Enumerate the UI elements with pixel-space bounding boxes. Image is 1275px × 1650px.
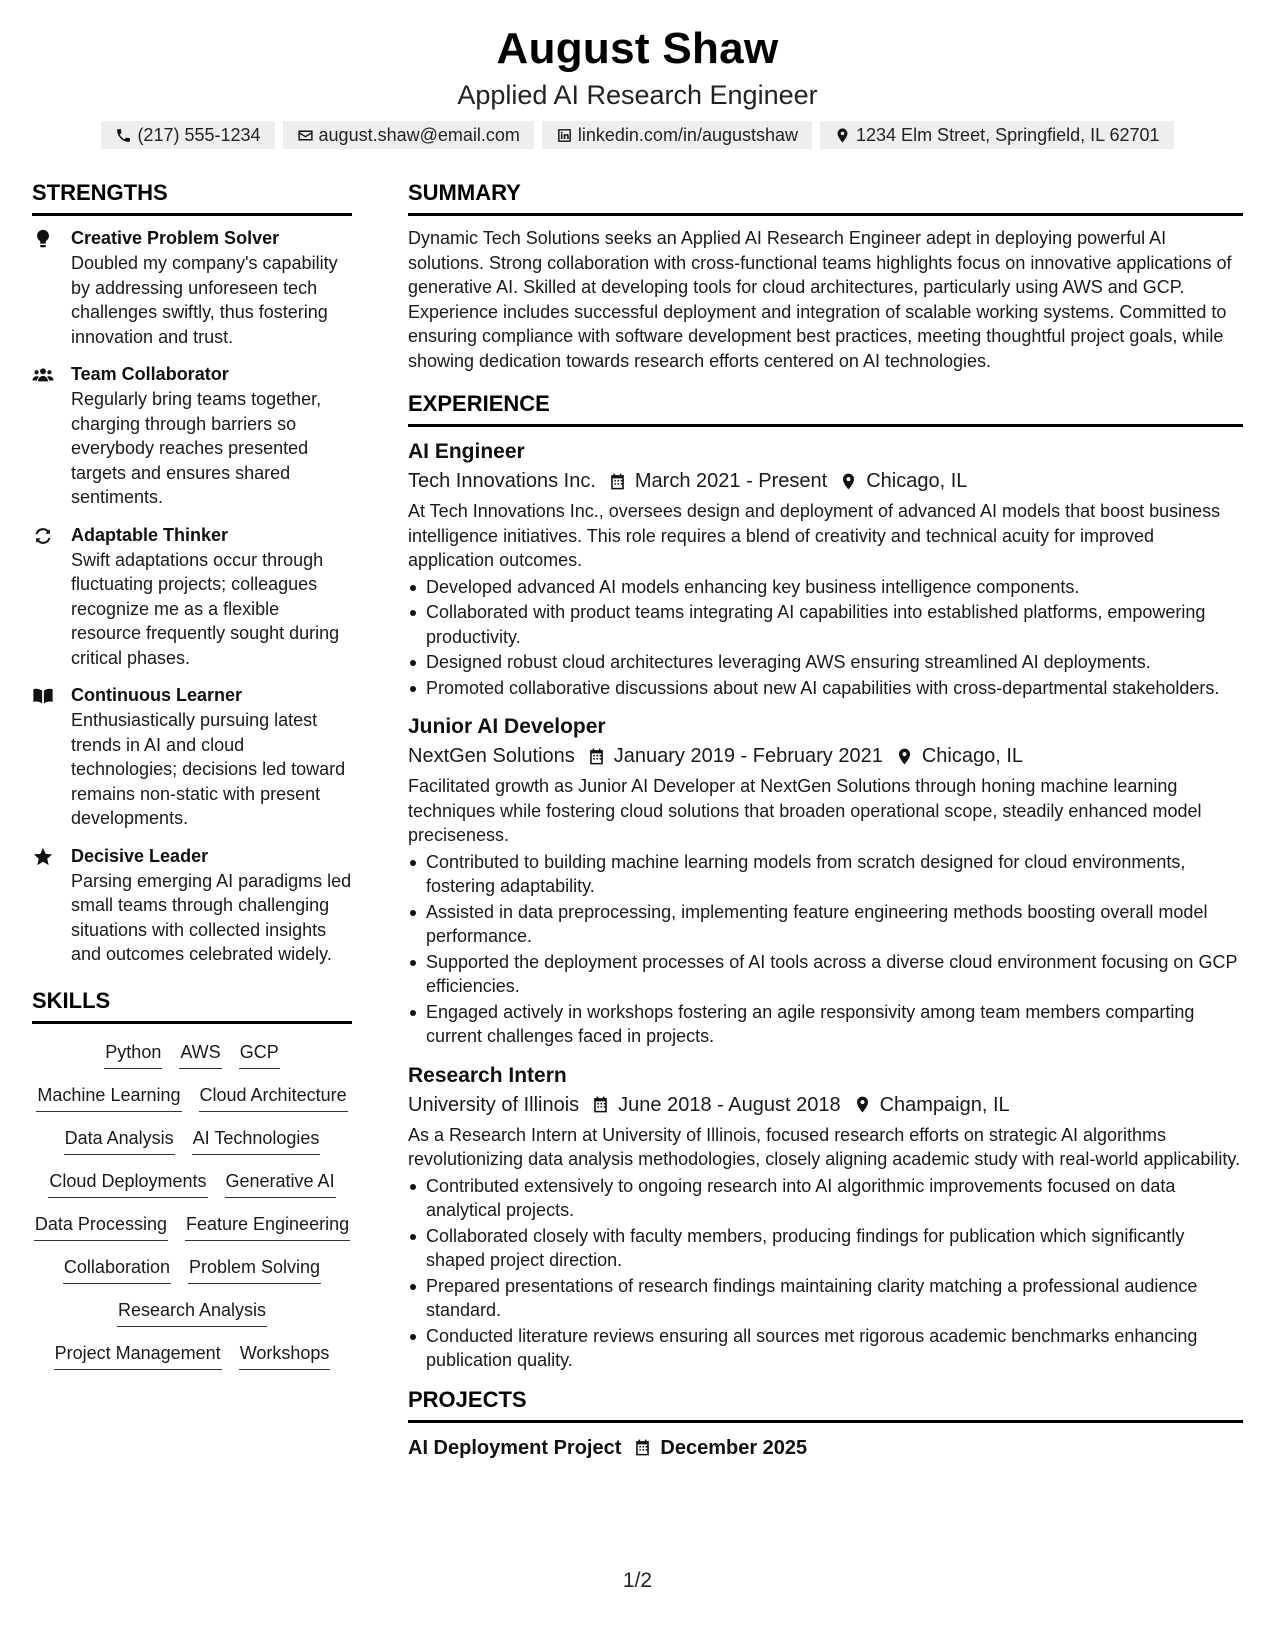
right-column [408,178,1243,1463]
location-pin-icon [853,1095,872,1114]
job-location: Chicago, IL [921,745,1023,767]
skill-tag: GCP [239,1040,280,1069]
job-meta [408,741,1243,771]
calendar-icon [608,472,627,491]
job-bullet: Promoted collaborative discussions about new AI capabilities with cross-departmental stakeholders. [408,676,1243,701]
summary-heading: SUMMARY [408,178,1243,216]
job-bullet: Assisted in data preprocessing, implementing feature engineering methods boosting overall model performance. [408,900,1243,949]
calendar-icon [591,1095,610,1114]
project-date: December 2025 [660,1436,808,1459]
skill-tag: AI Technologies [192,1126,321,1155]
job-bullet: Developed advanced AI models enhancing key business intelligence components. [408,575,1243,600]
skill-tag: Machine Learning [36,1083,181,1112]
envelope-icon [297,127,314,144]
contact-phone[interactable] [101,121,274,149]
skill-tag: Python [104,1040,162,1069]
skill-tag: Collaboration [63,1255,171,1284]
job-location: Chicago, IL [866,470,968,492]
open-book-icon [32,685,54,707]
contact-phone-text: (217) 555-1234 [137,124,261,145]
linkedin-icon [556,127,573,144]
skill-tag: Problem Solving [188,1255,321,1284]
job-company: University of Illinois [408,1093,580,1116]
location-pin-icon [834,127,851,144]
skills-list [32,1034,352,1370]
skill-tag: Research Analysis [117,1298,267,1327]
job-bullet: Conducted literature reviews ensuring all sources met rigorous academic benchmarks enhancing publication quality. [408,1324,1243,1373]
job-bullets [408,575,1243,701]
job-bullet: Prepared presentations of research findings maintaining clarity matching a professional audience standard. [408,1274,1243,1323]
contact-address [820,121,1174,149]
strength-desc: Swift adaptations occur through fluctuating projects; colleagues recognize me as a flexible resource frequently sought during critical phases. [71,549,340,668]
strength-desc: Parsing emerging AI paradigms led small teams through challenging situations with collected insights and outcomes celebrated widely. [71,870,352,964]
contact-address-text: 1234 Elm Street, Springfield, IL 62701 [856,124,1160,145]
job-dates: June 2018 - August 2018 [618,1093,841,1116]
job-meta [408,1090,1243,1120]
projects-heading: PROJECTS [408,1385,1243,1423]
job-role: Junior AI Developer [408,715,606,738]
job-bullets [408,1174,1243,1373]
strength-item [32,523,352,671]
contact-linkedin[interactable] [542,121,812,149]
experience-heading: EXPERIENCE [408,389,1243,427]
strength-item [32,844,352,967]
summary-text: Dynamic Tech Solutions seeks an Applied AI Research Engineer adept in deploying powerful AI solutions. Strong collaboration with cross-functional teams highlights focus on innovative applications of generative AI. Skilled at developing tools for cloud architectures, particularly using AWS and GCP. Experience includes successful deployment and integration of scalable working systems. Committed to ensuring compliance with software development best practices, meeting thoughtful project goals, while showing dedication towards research efforts centered on AI technologies. [408,228,1232,371]
strength-desc: Doubled my company's capability by addressing unforeseen tech challenges swiftly, thus fostering innovation and trust. [71,253,338,347]
job-bullet: Supported the deployment processes of AI tools across a diverse cloud environment focusing on GCP efficiencies. [408,950,1243,999]
skill-tag: Data Analysis [64,1126,175,1155]
strength-item [32,362,352,510]
job-location: Champaign, IL [879,1093,1010,1116]
lightbulb-icon [32,228,54,250]
skill-tag: Data Processing [34,1212,168,1241]
skills-heading: SKILLS [32,986,352,1024]
contact-email[interactable] [283,121,534,149]
location-pin-icon [839,472,858,491]
skill-tag: Workshops [239,1341,331,1370]
job-meta [408,466,1243,496]
job-description: As a Research Intern at University of Illinois, focused research efforts on strategic AI algorithms revolutionizing data analysis methodologies, closely aligning academic study with real-world applicability. [408,1124,1241,1169]
users-icon [32,364,54,386]
sync-arrows-icon [32,525,54,547]
skill-tag: Project Management [54,1341,222,1370]
job-role: Research Intern [408,1063,567,1087]
strength-desc: Enthusiastically pursuing latest trends in AI and cloud technologies; decisions led toward remains non-static with present developments. [71,710,346,828]
strength-title: Continuous Learner [71,685,243,705]
contact-email-text: august.shaw@email.com [318,124,520,145]
contact-bar [0,121,1275,149]
job-description: Facilitated growth as Junior AI Developer at NextGen Solutions through honing machine learning techniques while fostering cloud solutions that broaden operational scope, steadily enhanced model preciseness. [408,776,1202,845]
job-role: AI Engineer [408,440,525,463]
job-company: Tech Innovations Inc. [408,470,596,492]
strength-desc: Regularly bring teams together, charging through barriers so everybody reaches presented targets and ensures shared sentiments. [71,389,322,507]
skills-section [32,986,352,1370]
project-entry [408,1433,1243,1463]
resume-header [0,22,1275,149]
job-bullet: Contributed to building machine learning models from scratch designed for cloud environments, fostering adaptability. [408,850,1243,899]
candidate-title: Applied AI Research Engineer [457,80,818,110]
job-dates: March 2021 - Present [634,470,828,492]
experience-entry [408,1061,1243,1373]
job-dates: January 2019 - February 2021 [613,745,883,767]
job-bullet: Contributed extensively to ongoing research into AI algorithmic improvements focused on data analytical projects. [408,1174,1243,1223]
candidate-name: August Shaw [496,24,779,73]
page-number: 1/2 [622,1569,653,1592]
calendar-icon [587,747,606,766]
contact-linkedin-text: linkedin.com/in/augustshaw [577,124,799,145]
left-column [32,178,352,1370]
skill-tag: Generative AI [225,1169,336,1198]
job-bullet: Collaborated with product teams integrating AI capabilities into established platforms, empowering productivity. [408,600,1243,649]
job-bullet: Collaborated closely with faculty members, producing findings for publication which significantly shaped project direction. [408,1224,1243,1273]
experience-entry [408,712,1243,1049]
skill-tag: AWS [179,1040,221,1069]
job-bullet: Designed robust cloud architectures leveraging AWS ensuring streamlined AI deployments. [408,650,1243,675]
project-name: AI Deployment Project [408,1436,622,1459]
job-bullets [408,850,1243,1049]
calendar-icon [633,1438,652,1457]
star-icon [32,846,54,868]
job-description: At Tech Innovations Inc., oversees design and deployment of advanced AI models that boost business intelligence initiatives. This role requires a blend of creativity and technical acuity for improved application outcomes. [408,501,1221,570]
strength-item [32,226,352,349]
location-pin-icon [895,747,914,766]
strength-title: Decisive Leader [71,845,209,866]
strengths-heading: STRENGTHS [32,178,352,216]
strength-title: Team Collaborator [71,364,229,384]
job-company: NextGen Solutions [408,745,575,767]
skill-tag: Feature Engineering [185,1212,350,1241]
phone-icon [115,127,132,144]
skill-tag: Cloud Deployments [48,1169,207,1198]
strength-title: Creative Problem Solver [71,228,280,248]
strength-title: Adaptable Thinker [71,524,229,545]
experience-entry [408,437,1243,700]
job-bullet: Engaged actively in workshops fostering an agile responsivity among team members comparting current challenges faced in projects. [408,1000,1243,1049]
skill-tag: Cloud Architecture [199,1083,348,1112]
strength-item [32,683,352,831]
